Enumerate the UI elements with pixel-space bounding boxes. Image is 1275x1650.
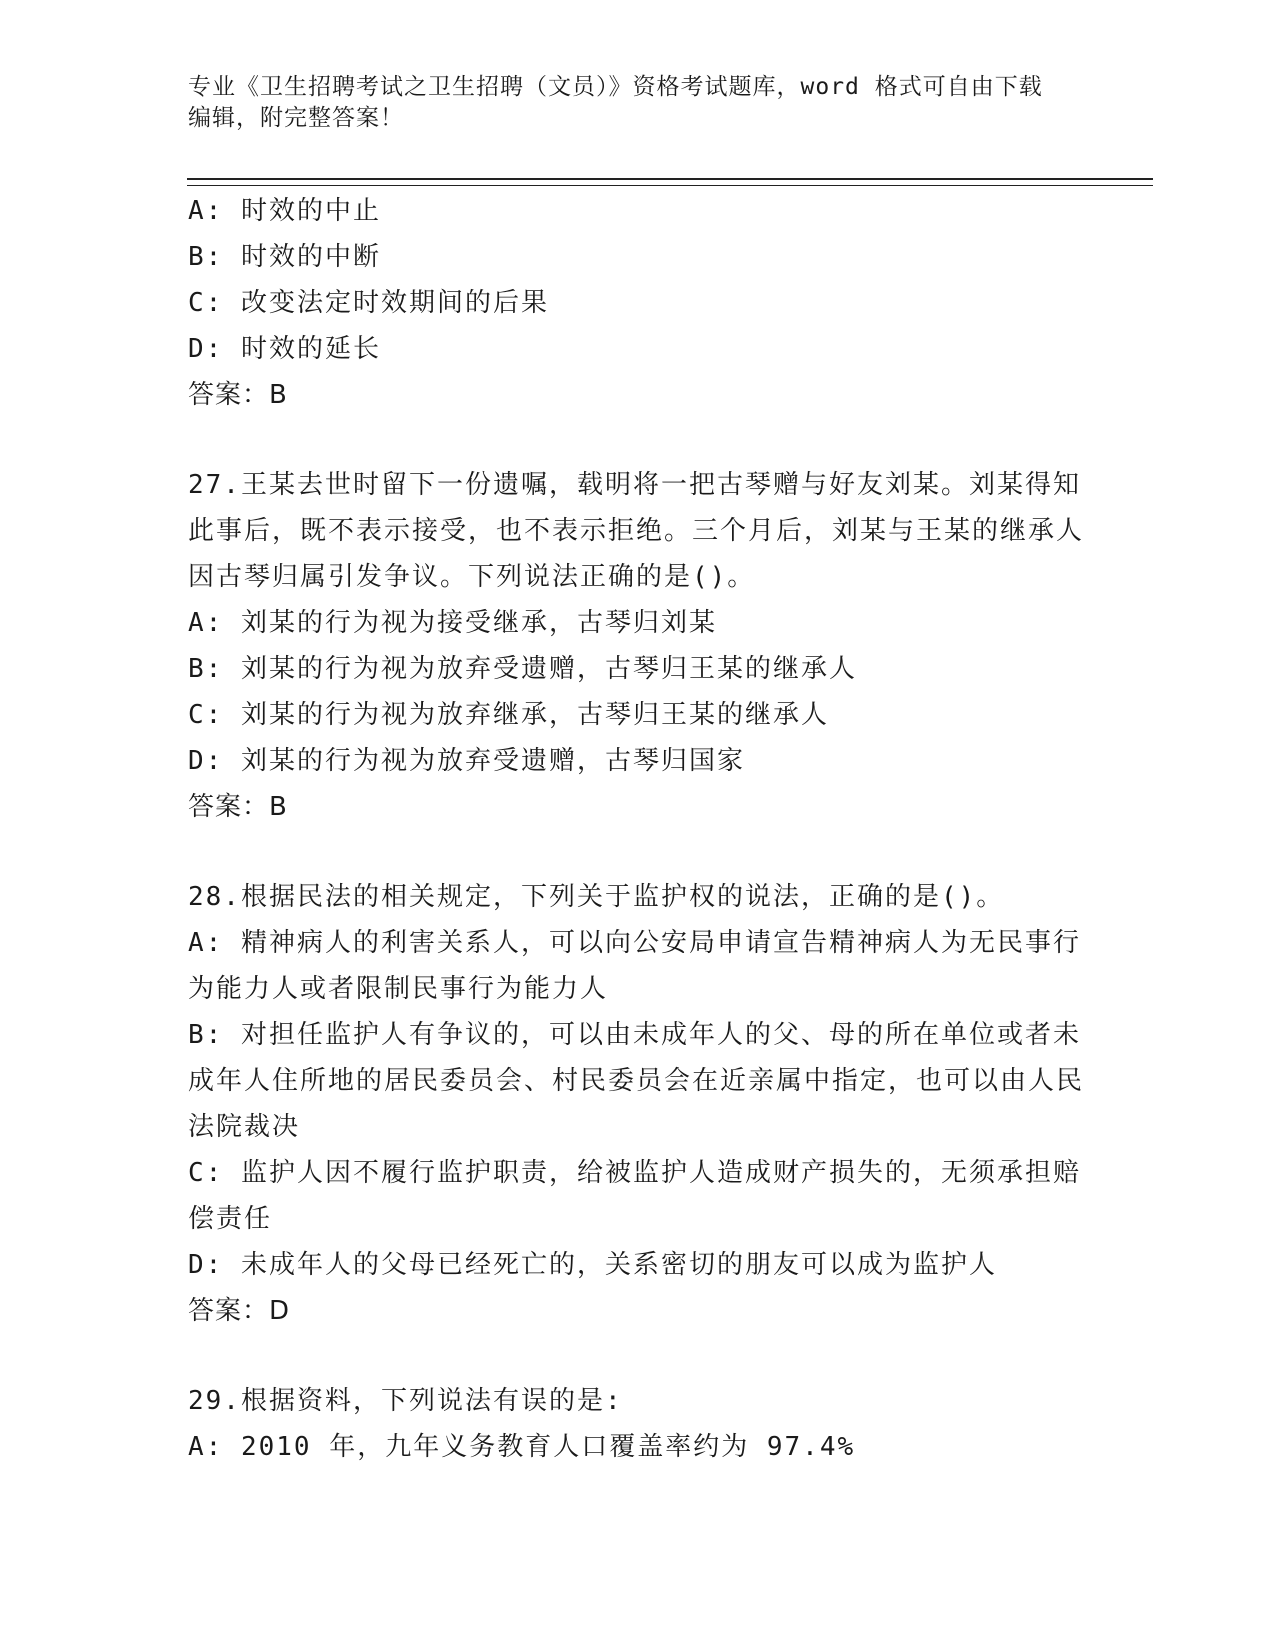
header-line-1: 专业《卫生招聘考试之卫生招聘（文员）》资格考试题库，word 格式可自由下载 [188,74,1043,100]
spacer [188,1334,1088,1378]
option-b: B: 对担任监护人有争议的，可以由未成年人的父、母的所在单位或者未成年人住所地的居民委员会、村民委员会在近亲属中指定，也可以由人民法院裁决 [188,1020,1085,1142]
option-b: B: 刘某的行为视为放弃受遗赠，古琴归王某的继承人 [188,654,857,684]
question-list [188,188,1088,1470]
question-block-27 [188,462,1088,830]
answer-line: 答案：B [188,380,288,410]
header-divider [187,178,1153,186]
option-c: C: 监护人因不履行监护职责，给被监护人造成财产损失的，无须承担赔偿责任 [188,1158,1081,1234]
question-block-prev [188,188,1088,418]
question-block-28 [188,874,1088,1334]
option-b: B: 时效的中断 [188,242,381,272]
header-line-2: 编辑，附完整答案！ [188,105,404,131]
option-a: A: 2010 年，九年义务教育人口覆盖率约为 97.4% [188,1432,856,1462]
document-header [188,72,1068,134]
option-d: D: 时效的延长 [188,334,381,364]
option-a: A: 时效的中止 [188,196,381,226]
option-d: D: 未成年人的父母已经死亡的，关系密切的朋友可以成为监护人 [188,1250,997,1280]
question-stem: 27.王某去世时留下一份遗嘱，载明将一把古琴赠与好友刘某。刘某得知此事后，既不表示接受，也不表示拒绝。三个月后，刘某与王某的继承人因古琴归属引发争议。下列说法正确的是()。 [188,470,1085,592]
answer-line: 答案：D [188,1296,291,1326]
option-c: C: 刘某的行为视为放弃继承，古琴归王某的继承人 [188,700,829,730]
question-stem: 29.根据资料，下列说法有误的是: [188,1386,623,1416]
question-stem: 28.根据民法的相关规定，下列关于监护权的说法，正确的是()。 [188,882,1005,912]
spacer [188,830,1088,874]
question-block-29 [188,1378,1088,1470]
spacer [188,418,1088,462]
answer-line: 答案：B [188,792,288,822]
option-a: A: 刘某的行为视为接受继承，古琴归刘某 [188,608,717,638]
option-c: C: 改变法定时效期间的后果 [188,288,549,318]
option-d: D: 刘某的行为视为放弃受遗赠，古琴归国家 [188,746,745,776]
option-a: A: 精神病人的利害关系人，可以向公安局申请宣告精神病人为无民事行为能力人或者限制民事行为能力人 [188,928,1081,1004]
